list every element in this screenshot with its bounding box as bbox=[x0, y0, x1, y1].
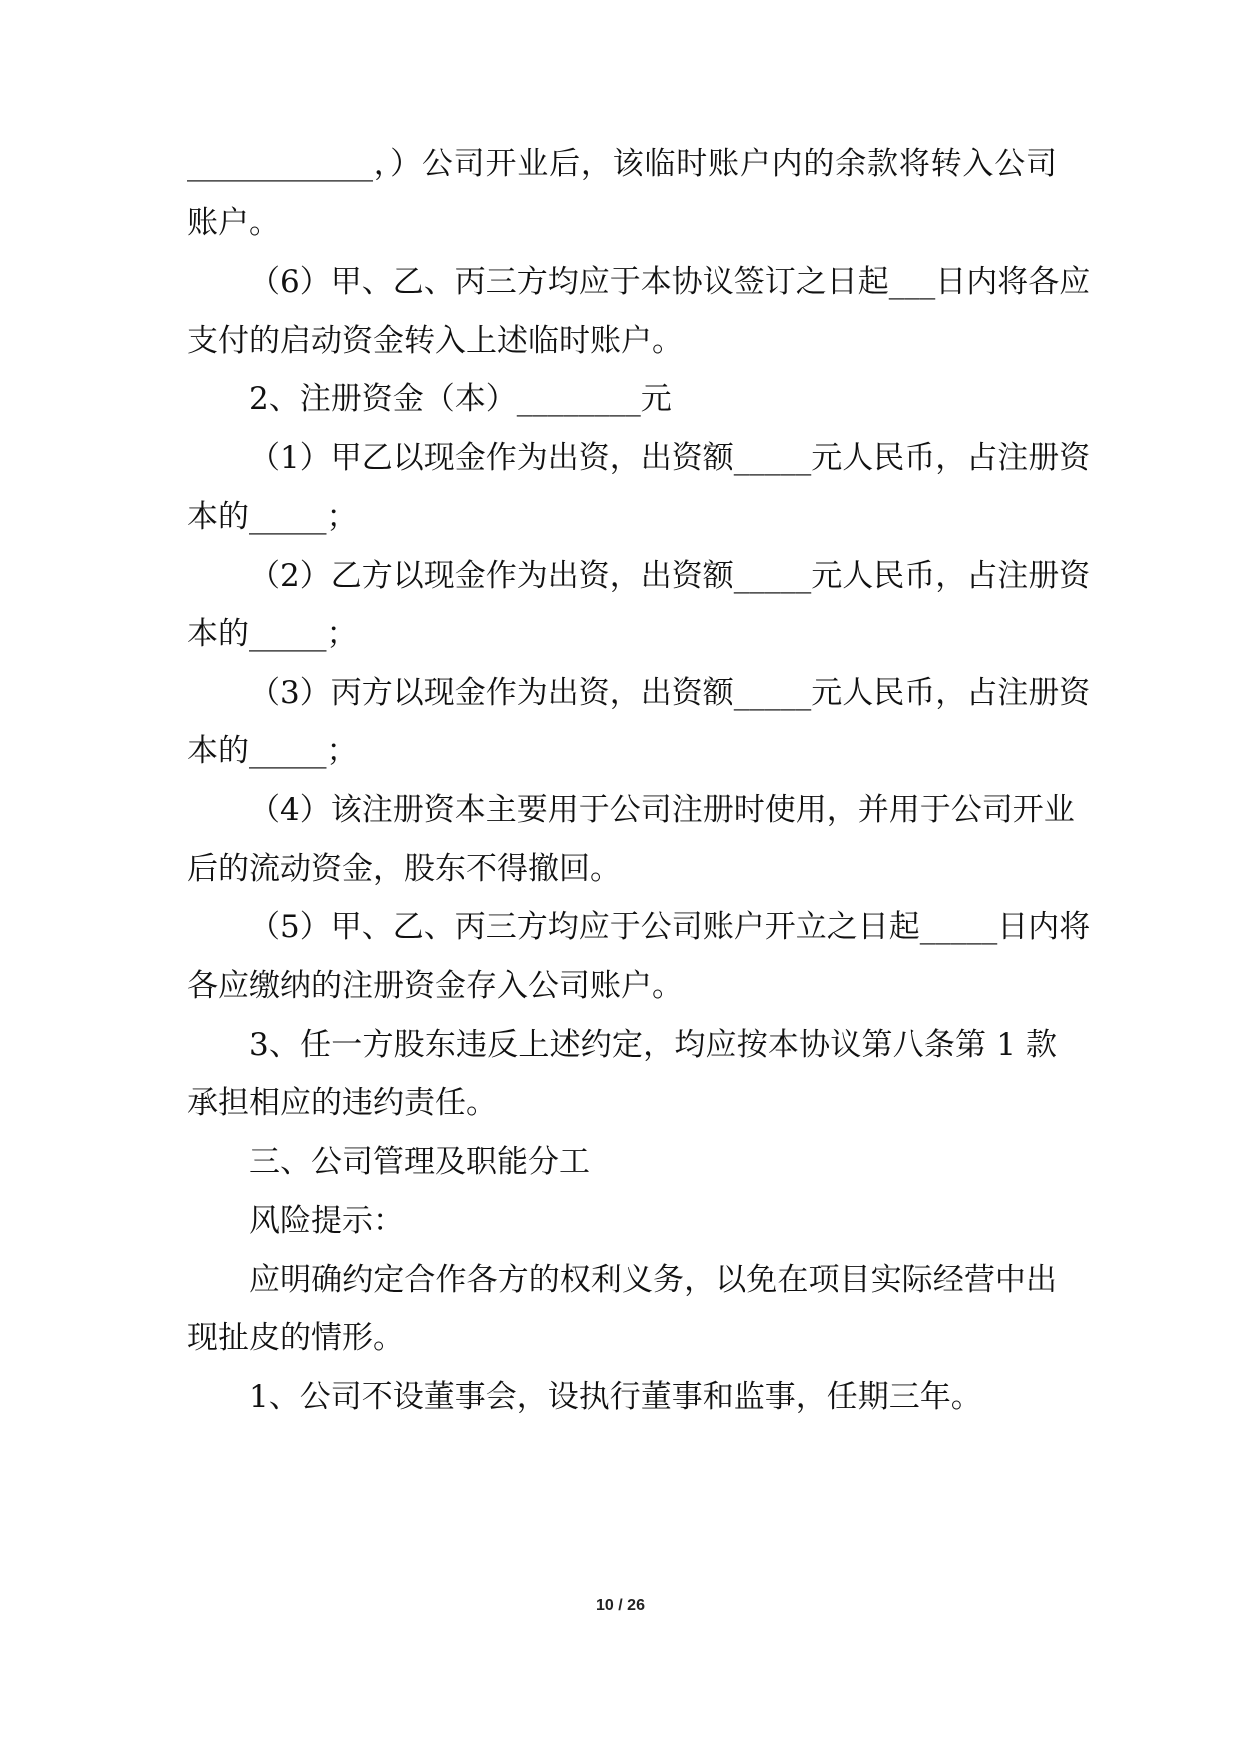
text-line: （1）甲乙以现金作为出资，出资额_____元人民币，占注册资 bbox=[249, 440, 1091, 476]
text-line: 账户。 bbox=[187, 205, 280, 241]
text-line: 后的流动资金，股东不得撤回。 bbox=[187, 851, 621, 887]
text-line: （4）该注册资本主要用于公司注册时使用，并用于公司开业 bbox=[249, 792, 1075, 828]
page-number: 10 / 26 bbox=[596, 1597, 645, 1614]
text-line: 风险提示： bbox=[249, 1203, 404, 1239]
text-line: （2）乙方以现金作为出资，出资额_____元人民币，占注册资 bbox=[249, 558, 1091, 594]
text-line: （5）甲、乙、丙三方均应于公司账户开立之日起_____日内将 bbox=[249, 909, 1091, 945]
text-line: （6）甲、乙、丙三方均应于本协议签订之日起___日内将各应 bbox=[249, 264, 1091, 300]
text-line: ____________，）公司开业后，该临时账户内的余款将转入公司 bbox=[187, 146, 1057, 182]
text-line: 应明确约定合作各方的权利义务，以免在项目实际经营中出 bbox=[249, 1262, 1057, 1298]
text-line: 支付的启动资金转入上述临时账户。 bbox=[187, 323, 683, 359]
section-heading: 三、公司管理及职能分工 bbox=[249, 1144, 590, 1180]
text-line: 2、注册资金（本）________元 bbox=[249, 381, 672, 417]
text-line: 本的_____； bbox=[187, 616, 358, 652]
text-line: 3、任一方股东违反上述约定，均应按本协议第八条第 1 款 bbox=[249, 1027, 1057, 1063]
text-line: （3）丙方以现金作为出资，出资额_____元人民币，占注册资 bbox=[249, 675, 1091, 711]
text-line: 本的_____； bbox=[187, 733, 358, 769]
text-line: 现扯皮的情形。 bbox=[187, 1320, 404, 1356]
text-line: 本的_____； bbox=[187, 499, 358, 535]
text-line: 承担相应的违约责任。 bbox=[187, 1085, 497, 1121]
text-line: 1、公司不设董事会，设执行董事和监事，任期三年。 bbox=[249, 1379, 982, 1415]
text-line: 各应缴纳的注册资金存入公司账户。 bbox=[187, 968, 683, 1004]
